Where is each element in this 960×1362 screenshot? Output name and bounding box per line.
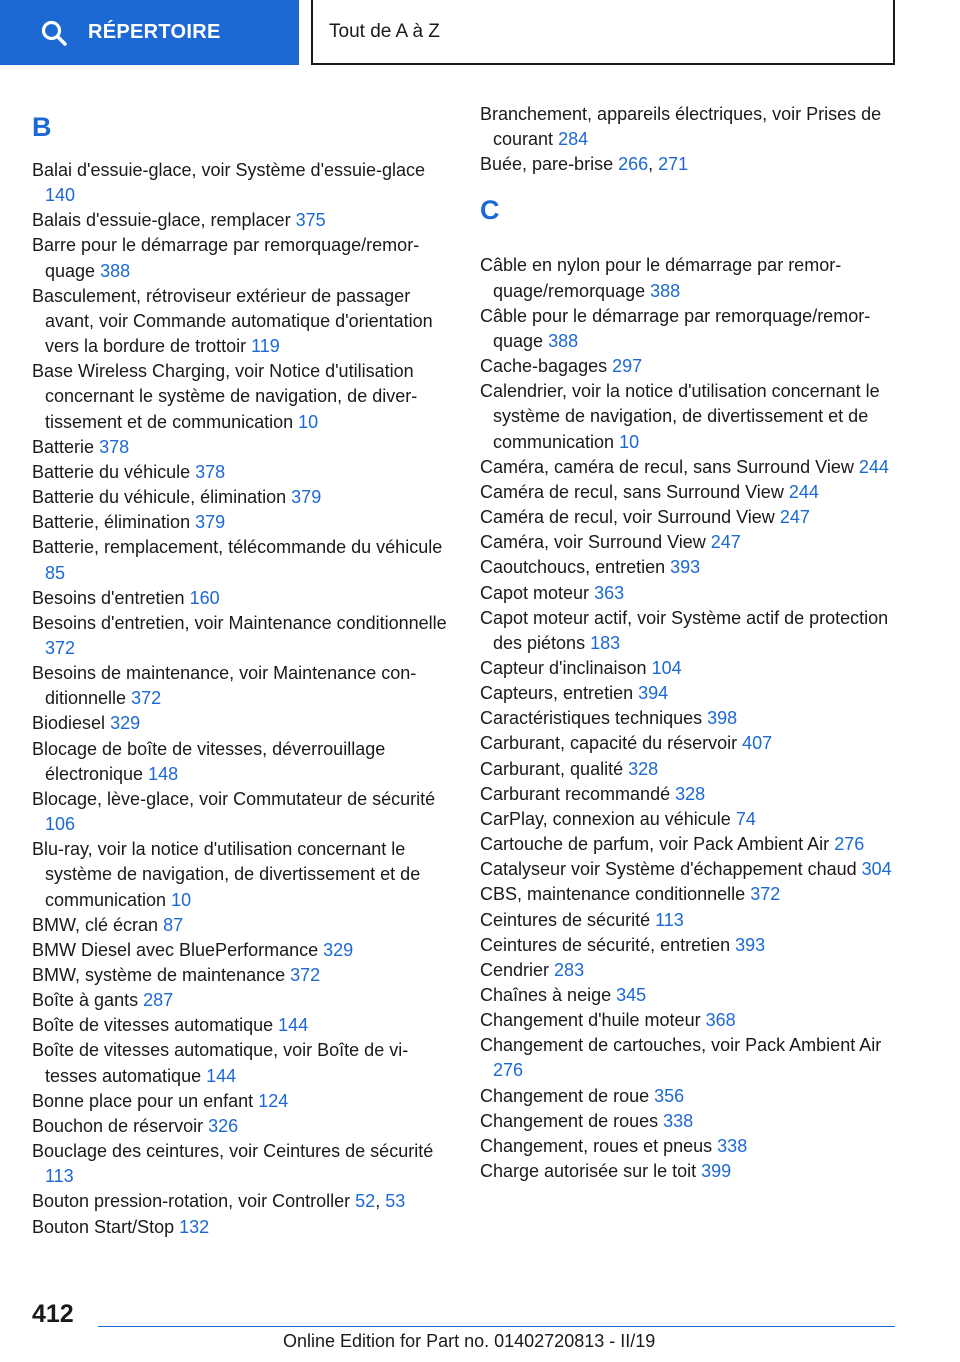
entry-text: CarPlay, connexion au véhicule <box>480 808 731 829</box>
index-entry <box>480 304 895 354</box>
index-entry <box>480 782 895 807</box>
page-link[interactable]: 399 <box>701 1161 732 1182</box>
entry-text: Cendrier <box>480 959 550 980</box>
page-link[interactable]: 148 <box>148 763 179 784</box>
page-link[interactable]: 113 <box>655 909 684 930</box>
index-entry <box>32 1139 447 1189</box>
page-link[interactable]: 345 <box>616 985 647 1005</box>
entry-text: Câble pour le démarrage par remorquage/remorquage <box>480 305 871 351</box>
page-link[interactable]: 106 <box>45 814 76 835</box>
index-entry <box>480 555 895 580</box>
entry-text: Caoutchoucs, entretien <box>480 557 666 578</box>
page-link[interactable]: 119 <box>251 336 280 357</box>
entry-text: Bouchon de réservoir <box>32 1115 204 1136</box>
page-link[interactable]: 375 <box>295 210 326 231</box>
page-link[interactable]: 266 <box>618 154 649 175</box>
page-link[interactable]: 398 <box>707 708 738 729</box>
index-entry <box>32 1215 447 1240</box>
page-link[interactable]: 328 <box>628 758 659 779</box>
page-link[interactable]: 378 <box>195 461 226 482</box>
entry-text: Changement de roue <box>480 1085 650 1106</box>
index-entry: Bouton pression-rotation, voir Controller 52, 53 <box>32 1191 406 1212</box>
page-link[interactable]: 329 <box>110 713 141 734</box>
page-link[interactable]: 287 <box>143 990 174 1011</box>
page-link[interactable]: 388 <box>650 280 681 301</box>
page-link[interactable]: 304 <box>861 859 892 880</box>
index-tab[interactable] <box>0 0 299 65</box>
index-entry <box>480 807 895 832</box>
page-link[interactable]: 244 <box>788 481 819 502</box>
entry-text: Câble en nylon pour le démarrage par remorquage/remorquage <box>480 255 842 301</box>
entry-list-right <box>480 253 895 1184</box>
page-link[interactable]: 356 <box>654 1085 685 1106</box>
index-entry <box>480 530 895 555</box>
entry-text: Chaînes à neige <box>480 985 612 1005</box>
entry-text: Cache-bagages <box>480 356 608 377</box>
page-number: 412 <box>32 1300 74 1328</box>
page-link[interactable]: 104 <box>651 657 682 678</box>
page-link[interactable]: 372 <box>45 637 76 658</box>
index-entry <box>480 379 895 454</box>
page-link[interactable]: 328 <box>675 783 706 804</box>
page-link[interactable]: 326 <box>208 1115 239 1136</box>
entry-text: Boîte à gants <box>32 990 139 1011</box>
entry-list-left <box>32 158 447 1240</box>
entry-text: Bonne place pour un enfant <box>32 1090 254 1111</box>
index-entry <box>32 988 447 1013</box>
index-entry <box>480 1084 895 1109</box>
entry-text: Caméra de recul, sans Surround View <box>480 481 784 502</box>
page-link[interactable]: 183 <box>590 632 621 653</box>
page-link[interactable]: 85 <box>45 562 66 583</box>
index-column-right <box>480 102 895 1184</box>
page-link[interactable]: 247 <box>779 507 810 528</box>
page-link[interactable]: 407 <box>742 733 773 754</box>
entry-text: BMW Diesel avec BluePerformance <box>32 939 319 960</box>
index-entry <box>32 611 447 661</box>
edition-footer: Online Edition for Part no. 01402720813 - II/19 <box>283 1331 656 1351</box>
entry-text: Caméra, voir Surround View <box>480 532 706 553</box>
page-link[interactable]: 338 <box>717 1135 748 1156</box>
index-entry <box>32 913 447 938</box>
index-entry <box>480 1033 895 1083</box>
index-entry <box>480 681 895 706</box>
entry-text: Basculement, rétroviseur extérieur de passager avant, voir Commande automatique d'orientation vers la bordure de trottoir <box>32 285 433 357</box>
entry-text: Batterie du véhicule, élimination <box>32 487 287 508</box>
entry-text: Caméra, caméra de recul, sans Surround View <box>480 456 854 477</box>
page-link[interactable]: 113 <box>45 1166 74 1187</box>
entry-text: Capteurs, entretien <box>480 683 634 704</box>
page-link[interactable]: 144 <box>278 1015 309 1036</box>
page-link[interactable]: 271 <box>658 154 689 175</box>
index-entry <box>480 882 895 907</box>
index-entry <box>480 102 895 152</box>
index-entry <box>32 711 447 736</box>
entry-text: Batterie du véhicule <box>32 461 191 482</box>
entry-text: Biodiesel <box>32 713 106 734</box>
entry-text: Besoins de maintenance, voir Maintenance conditionnelle <box>32 663 417 709</box>
entry-text: Boîte de vitesses automatique <box>32 1015 274 1036</box>
section-letter-c: C <box>480 195 500 226</box>
page-link[interactable]: 372 <box>131 688 162 709</box>
index-entry <box>480 1008 895 1033</box>
index-entry <box>480 832 895 857</box>
page-link[interactable]: 284 <box>558 129 589 150</box>
entry-text: Carburant, qualité <box>480 758 624 779</box>
page-link[interactable]: 74 <box>735 808 756 829</box>
index-entry <box>32 284 447 359</box>
index-entry <box>480 706 895 731</box>
entry-text: Besoins d'entretien <box>32 587 185 608</box>
entry-text: Bouclage des ceintures, voir Ceintures de sécurité <box>32 1141 434 1162</box>
entry-text: Calendrier, voir la notice d'utilisation concernant le système de navigation, de divertissement et de communication <box>480 381 880 452</box>
entry-text: Caractéristiques techniques <box>480 708 703 729</box>
section-title: Tout de A à Z <box>329 20 440 42</box>
page-link[interactable]: 372 <box>750 884 781 905</box>
page-link[interactable]: 379 <box>195 512 226 533</box>
page-link[interactable]: 52 <box>355 1191 376 1212</box>
page-link[interactable]: 144 <box>206 1065 237 1086</box>
entry-text: Blu-ray, voir la notice d'utilisation concernant le système de navigation, de divertissement et de communication <box>32 839 421 910</box>
entry-text: Ceintures de sécurité <box>480 909 651 930</box>
entry-text: Cartouche de parfum, voir Pack Ambient Air <box>480 834 830 855</box>
index-entry <box>480 606 895 656</box>
index-entry <box>32 485 447 510</box>
page-link[interactable]: 368 <box>705 1010 736 1031</box>
index-entry <box>32 535 447 585</box>
index-entry <box>32 737 447 787</box>
page-link[interactable]: 388 <box>548 330 579 351</box>
page-link[interactable]: 297 <box>612 356 643 377</box>
index-entry <box>32 510 447 535</box>
entry-text: Bouton Start/Stop <box>32 1216 175 1237</box>
page-link[interactable]: 372 <box>290 965 321 985</box>
entry-text: Carburant, capacité du réservoir <box>480 733 738 754</box>
entry-text: Batterie, élimination <box>32 512 191 533</box>
entry-text: Balai d'essuie-glace, voir Système d'essuie-glace <box>32 160 426 180</box>
index-entry <box>32 1038 447 1088</box>
page-link[interactable]: 394 <box>638 683 669 704</box>
index-entry <box>480 1159 895 1184</box>
index-tab-label: RÉPERTOIRE <box>88 21 221 43</box>
entry-text: Ceintures de sécurité, entretien <box>480 934 731 955</box>
entry-text: Base Wireless Charging, voir Notice d'utilisation concernant le système de navigation, de divertissement et de communication <box>32 361 418 432</box>
page-link[interactable]: 283 <box>554 959 585 980</box>
index-entry <box>480 1134 895 1159</box>
entry-text: CBS, maintenance conditionnelle <box>480 884 746 905</box>
entry-text: Barre pour le démarrage par remorquage/remorquage <box>32 235 420 281</box>
index-entry <box>32 1089 447 1114</box>
index-entry <box>480 480 895 505</box>
entry-text: BMW, clé écran <box>32 914 159 935</box>
index-entry <box>32 460 447 485</box>
entry-text: Blocage de boîte de vitesses, déverrouillage électronique <box>32 738 386 784</box>
index-entry <box>480 757 895 782</box>
index-entry <box>480 354 895 379</box>
entry-list-right-pre <box>480 102 895 177</box>
index-entry <box>32 359 447 434</box>
page-link[interactable]: 388 <box>100 260 131 281</box>
index-entry <box>32 208 447 233</box>
page-link[interactable]: 244 <box>858 456 889 477</box>
index-entry <box>32 1114 447 1139</box>
index-entry <box>32 938 447 963</box>
index-entry <box>480 656 895 681</box>
index-entry <box>480 1109 895 1134</box>
entry-text: Capot moteur <box>480 582 590 603</box>
index-entry <box>480 958 895 983</box>
page-link[interactable]: 160 <box>189 587 220 608</box>
entry-text: Changement de cartouches, voir Pack Ambient Air <box>480 1035 882 1056</box>
index-entry <box>480 908 895 933</box>
index-entry <box>480 933 895 958</box>
page-link[interactable]: 124 <box>258 1090 289 1111</box>
entry-text: Boîte de vitesses automatique, voir Boîte de vitesses automatique <box>32 1040 409 1086</box>
entry-text: Caméra de recul, voir Surround View <box>480 507 775 528</box>
index-entry <box>480 455 895 480</box>
page-link[interactable]: 378 <box>99 436 130 457</box>
index-column-left <box>32 102 447 1240</box>
index-entry <box>480 505 895 530</box>
entry-text: Catalyseur voir Système d'échappement chaud <box>480 859 857 880</box>
entry-text: Capteur d'inclinaison <box>480 657 647 678</box>
entry-text: Carburant recommandé <box>480 783 671 804</box>
index-entry <box>480 983 895 1008</box>
index-entry <box>32 787 447 837</box>
page-link[interactable]: 276 <box>834 834 865 855</box>
index-entry <box>32 661 447 711</box>
index-entry <box>480 253 895 303</box>
index-entry: Buée, pare-brise 266, 271 <box>480 154 689 175</box>
entry-text: Bouton pression-rotation, voir Controller <box>32 1191 351 1212</box>
page-link[interactable]: 393 <box>735 934 766 955</box>
index-entry <box>32 233 447 283</box>
search-icon <box>40 19 68 47</box>
entry-text: Besoins d'entretien, voir Maintenance conditionnelle <box>32 612 447 633</box>
entry-text: Blocage, lève-glace, voir Commutateur de sécurité <box>32 788 436 809</box>
section-letter-b: B <box>32 112 52 142</box>
page-link[interactable]: 10 <box>171 889 192 910</box>
page-link[interactable]: 276 <box>493 1060 524 1081</box>
index-entry <box>480 731 895 756</box>
page-link[interactable]: 10 <box>619 431 640 452</box>
section-title-box <box>311 0 895 65</box>
page-link[interactable]: 363 <box>594 582 625 603</box>
entry-text: Changement de roues <box>480 1110 659 1131</box>
index-entry <box>480 581 895 606</box>
index-entry <box>480 857 895 882</box>
entry-text: Changement, roues et pneus <box>480 1135 713 1156</box>
page-link[interactable]: 87 <box>163 914 184 935</box>
footer-rule <box>98 1326 895 1327</box>
page-link[interactable]: 393 <box>670 557 701 578</box>
index-entry <box>32 1013 447 1038</box>
entry-text: Changement d'huile moteur <box>480 1010 701 1031</box>
page-link[interactable]: 329 <box>323 939 354 960</box>
page-link[interactable]: 140 <box>45 185 76 206</box>
entry-text: Batterie, remplacement, télécommande du véhicule <box>32 537 443 558</box>
index-entry <box>32 586 447 611</box>
page-link[interactable]: 247 <box>710 532 741 553</box>
page-link[interactable]: 338 <box>663 1110 694 1131</box>
entry-text: BMW, système de maintenance <box>32 965 286 985</box>
index-entry <box>32 435 447 460</box>
page-link[interactable]: 132 <box>179 1216 210 1237</box>
entry-text: Batterie <box>32 436 95 457</box>
index-entry <box>32 963 447 988</box>
entry-text: Balais d'essuie-glace, remplacer <box>32 210 291 231</box>
entry-text: Charge autorisée sur le toit <box>480 1161 697 1182</box>
page-link[interactable]: 53 <box>385 1191 406 1212</box>
page-link[interactable]: 10 <box>298 411 319 432</box>
page-link[interactable]: 379 <box>291 487 322 508</box>
entry-text: Branchement, appareils électriques, voir Prises de courant <box>480 104 882 150</box>
entry-text: Capot moteur actif, voir Système actif de protection des piétons <box>480 607 889 653</box>
entry-text: Buée, pare-brise <box>480 154 614 175</box>
index-entry <box>32 837 447 912</box>
index-entry <box>32 158 447 208</box>
